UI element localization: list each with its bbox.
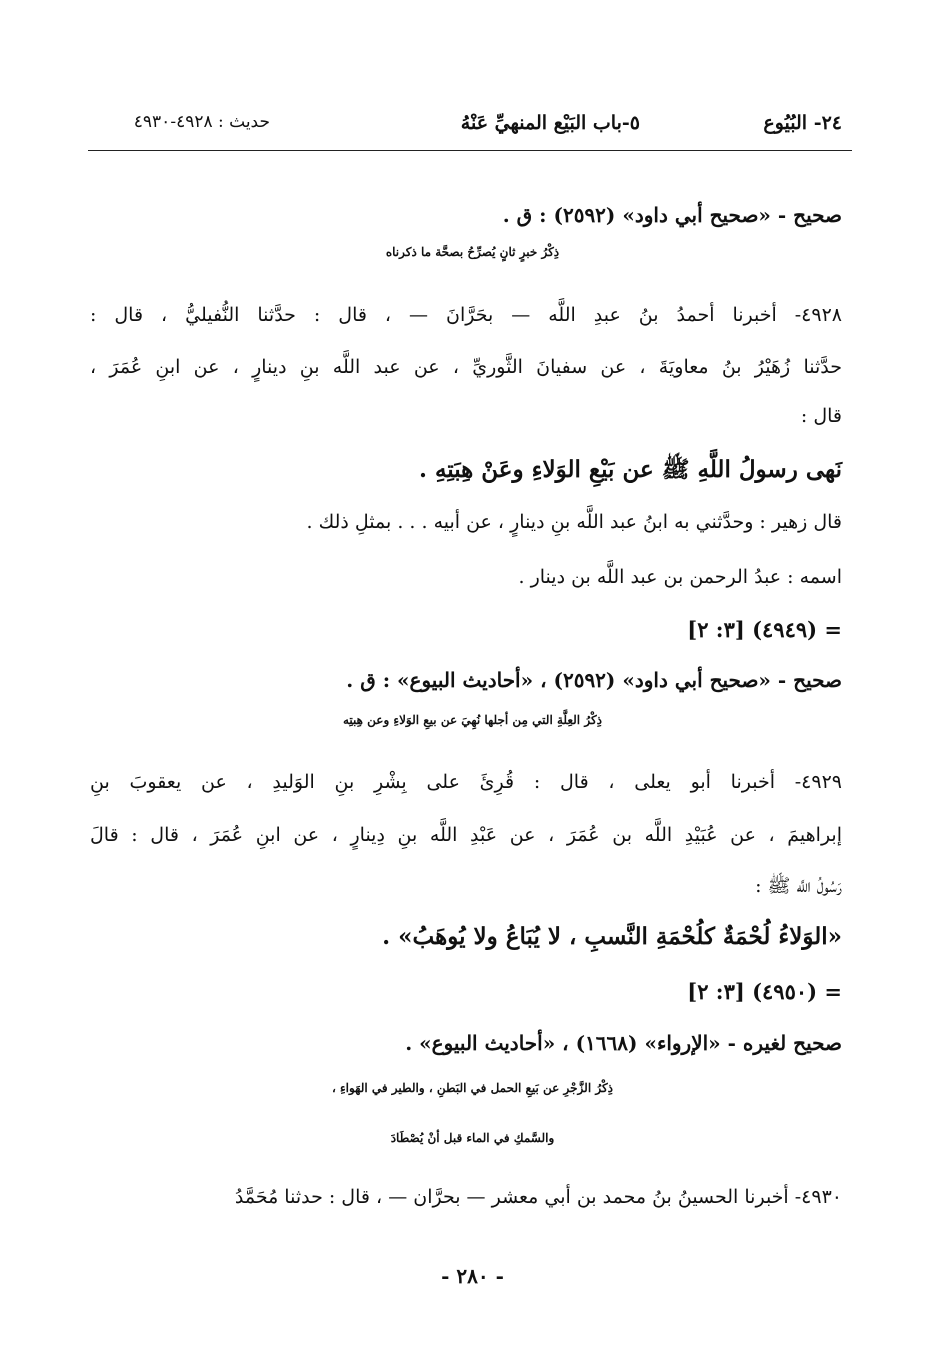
isnad-line: ٤٩٣٠- أخبرنا الحسينُ بنُ محمد بن أبي معشر — بحرَّان — ، قال : حدثنا مُحَمَّدُ	[234, 1186, 842, 1208]
cross-reference: = (٤٩٥٠) [٣: ٢]	[687, 979, 842, 1004]
note-line: اسمه : عبدُ الرحمن بن عبد اللَّه بن دينار .	[518, 566, 842, 588]
page-number: - ٢٨٠ -	[441, 1264, 504, 1288]
hadith-text: «الوَلاءُ لُحْمَةٌ كلُحْمَةِ النَّسبِ ، لا يُبَاعُ ولا يُوهَبُ» .	[382, 923, 842, 950]
isnad-line: حدَّثنا زُهَيْرُ بنُ معاويَةَ ، عن سفيانَ الثَّوريِّ ، عن عبد اللَّه بنِ دينارٍ ، عن ابنِ عُمَرَ ،	[90, 356, 842, 378]
isnad-line: قال :	[800, 405, 842, 427]
chapter-heading: ذِكْرُ خبرٍ ثانٍ يُصرِّحُ بصحَّة ما ذكرناه	[385, 245, 560, 259]
grade-line: صحيح - «صحيح أبي داود» (٢٥٩٢) ، «أحاديث البيوع» : ق .	[346, 668, 842, 692]
hadith-text: نَهى رسولُ اللَّهِ ﷺ عن بَيْعِ الوَلاءِ وعَنْ هِبَتِهِ .	[418, 456, 842, 483]
grade-line: صحيح لغيره - «الإرواء» (١٦٦٨) ، «أحاديث البيوع» .	[405, 1031, 842, 1055]
isnad-line: ٤٩٢٨- أخبرنا أحمدُ بنُ عبدِ اللَّه — بحَرَّانَ — ، قال : حدَّثنا النُّفيليُّ ، قال :	[90, 304, 842, 326]
cross-reference: = (٤٩٤٩) [٣: ٢]	[687, 617, 842, 642]
chapter-heading: والسَّمكِ في الماء قبل أنْ يُصْطَادَ	[390, 1131, 555, 1145]
grade-line: صحيح - «صحيح أبي داود» (٢٥٩٢) : ق .	[502, 203, 842, 227]
header-rule	[88, 150, 852, 151]
chapter-heading: ذِكْرُ العِلَّةِ التي مِن أجلها نُهِيَ عن بيعِ الوَلاءِ وعن هِبتِه	[342, 713, 602, 727]
isnad-line: رَسُولُ اللَّه ﷺ :	[755, 875, 842, 897]
note-line: قال زهير : وحدَّثني به ابنُ عبد اللَّه بنِ دينارٍ ، عن أبيه . . . بمثلِ ذلك .	[306, 511, 842, 533]
section-title: ٥-باب البَيْع المنهيِّ عَنْهُ	[460, 112, 640, 134]
chapter-title: ٢٤- البُيُوع	[763, 112, 842, 134]
isnad-line: ٤٩٢٩- أخبرنا أبو يعلى ، قال : قُرِئَ على بِشْرِ بنِ الوَليدِ ، عن يعقوبَ بنِ	[90, 771, 842, 793]
chapter-heading: ذِكْرُ الزَّجْرِ عن بَيعِ الحمل في البَطنِ ، والطير في الهَواءِ ،	[331, 1081, 614, 1095]
hadith-range: حديث : ٤٩٢٨-٤٩٣٠	[133, 112, 270, 132]
isnad-line: إبراهيمَ ، عن عُبَيْدِ اللَّه بن عُمَرَ ، عن عَبْدِ اللَّه بنِ دِينارٍ ، عن ابنِ عُمَرَ ، قال : قالَ	[90, 824, 842, 846]
